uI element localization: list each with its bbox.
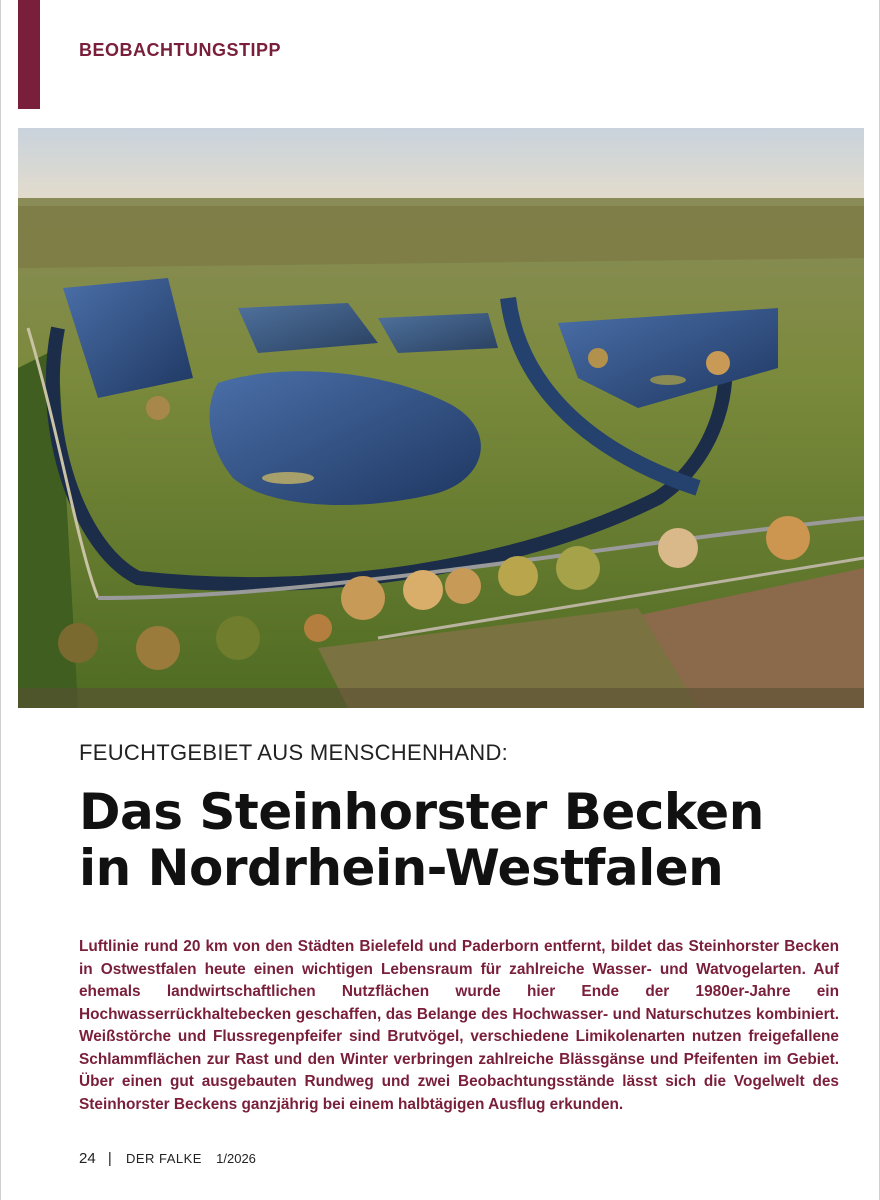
article-lead: Luftlinie rund 20 km von den Städten Bielefeld und Paderborn entfernt, bildet das Steinhorster Becken in Ostwestfalen heute einen wichtigen Lebensraum für zahlreiche Wasser- und Watvogelarten. Auf ehemals landwirtschaftlichen Nutzflächen wurde hier Ende der 1980er-Jahre ein Hochwasserrückhaltebecken geschaffen, das Belange des Hochwasser- und Naturschutzes kombiniert. Weißstörche und Flussregenpfeifer sind Brutvögel, verschiedene Limikolenarten nutzen freigefallene Schlammflächen zur Rast und den Winter verbringen zahlreiche Blässgänse und Pfeifenten im Gebiet. Über einen gut ausgebauten Rundweg und zwei Beobachtungsstände lässt sich die Vogelwelt des Steinhorster Beckens ganzjährig bei einem halbtägigen Ausflug erkunden.: [79, 938, 839, 1113]
section-color-bar: [18, 0, 40, 109]
aerial-photo: [18, 128, 864, 708]
section-label: BEOBACHTUNGSTIPP: [79, 40, 282, 60]
page-footer: [79, 1150, 256, 1167]
article-title: [79, 784, 839, 896]
footer-separator: |: [107, 1150, 112, 1167]
page-number: 24: [79, 1150, 96, 1167]
issue-number: 1/2026: [216, 1151, 256, 1166]
article-kicker: FEUCHTGEBIET AUS MENSCHENHAND:: [79, 740, 509, 765]
magazine-name: DER FALKE: [125, 1151, 202, 1166]
title-line-1: Das Steinhorster Becken: [79, 783, 764, 841]
title-line-2: in Nordrhein-Westfalen: [79, 839, 724, 897]
